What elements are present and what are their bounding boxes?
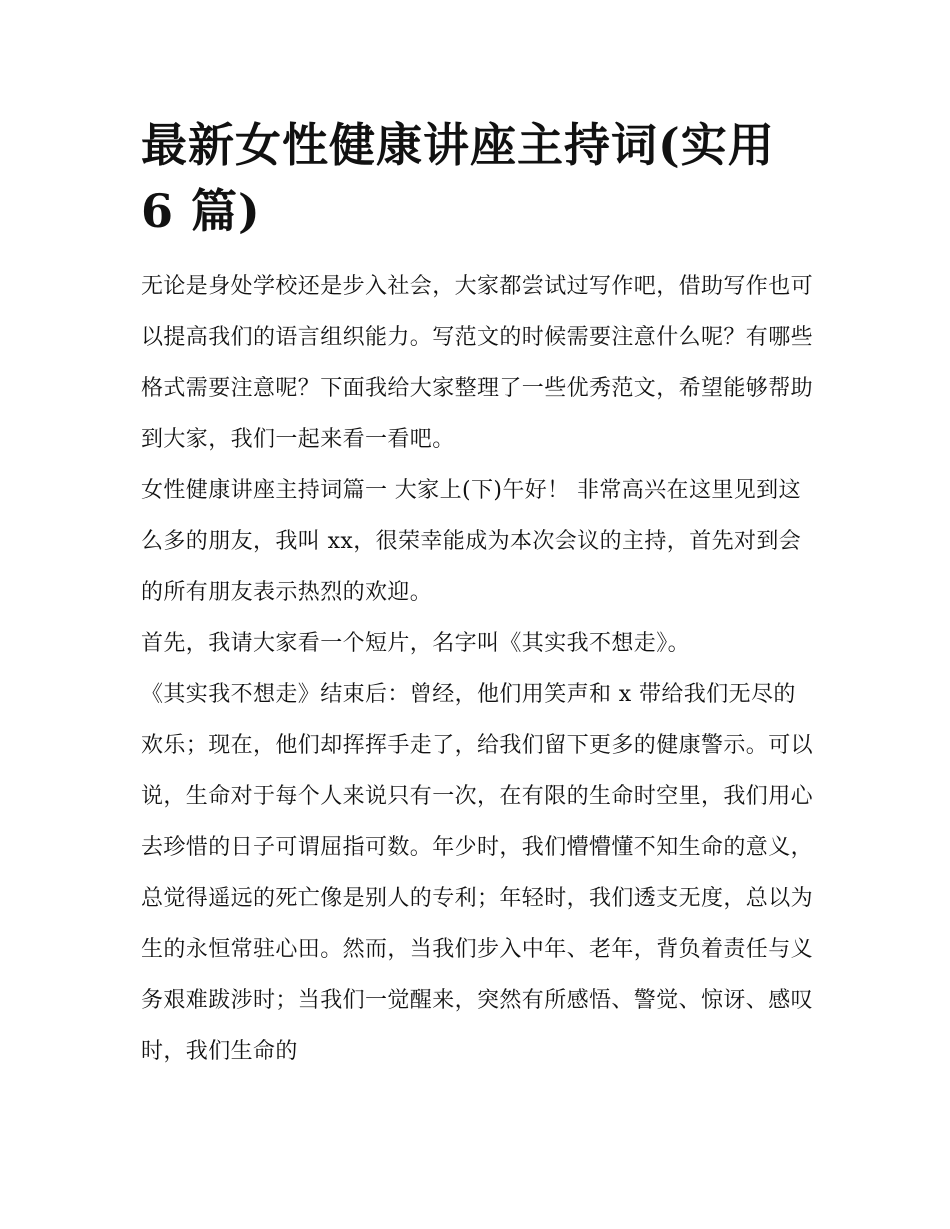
paragraph-short-film: 首先，我请大家看一个短片，名字叫《其实我不想走》。 (141, 631, 691, 656)
paragraph-opening-greeting: 女性健康讲座主持词篇一 大家上(下)午好！ 非常高兴在这里见到这么多的朋友，我叫 xx，很荣幸能成为本次会议的主持，首先对到会的所有朋友表示热烈的欢迎。 (141, 478, 802, 605)
paragraph-intro: 无论是身处学校还是步入社会，大家都尝试过写作吧，借助写作也可以提高我们的语言组织能力。写范文的时候需要注意什么呢？有哪些格式需要注意呢？下面我给大家整理了一些优秀范文，希望能够帮助到大家，我们一起来看一看吧。 (141, 274, 814, 452)
document-body (141, 112, 813, 1077)
document-title: 最新女性健康讲座主持词(实用 6 篇) (141, 118, 775, 238)
paragraph-after-film: 《其实我不想走》结束后：曾经，他们用笑声和 x 带给我们无尽的欢乐；现在，他们却挥挥手走了，给我们留下更多的健康警示。可以说，生命对于每个人来说只有一次，在有限的生命时空里，我们用心去珍惜的日子可谓屈指可数。年少时，我们懵懵懂不知生命的意义，总觉得遥远的死亡像是别人的专利；年轻时，我们透支无度，总以为生的永恒常驻心田。然而，当我们步入中年、老年，背负着责任与义务艰难跋涉时；当我们一觉醒来，突然有所感悟、警觉、惊讶、感叹时，我们生命的 (141, 682, 814, 1064)
